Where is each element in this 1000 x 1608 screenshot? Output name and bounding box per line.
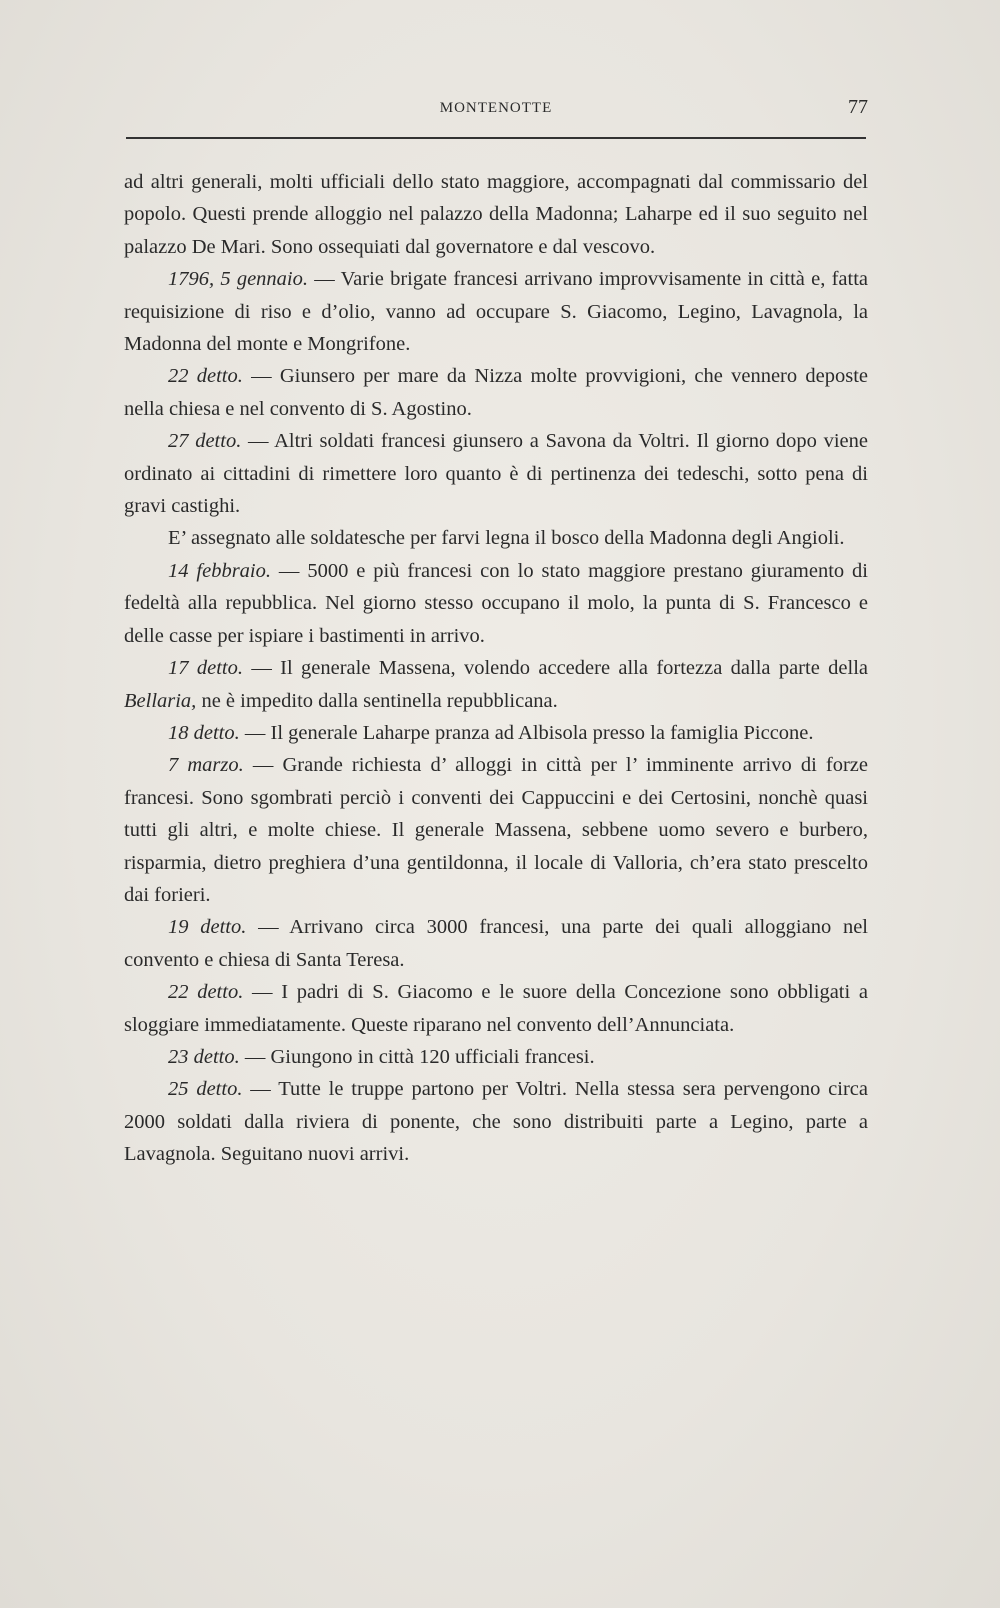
paragraph-text: ad altri generali, molti ufficiali dello stato maggiore, accompagnati dal commissario del popolo. Questi prende alloggio nel palazzo della Madonna; Laharpe ed il suo seguito nel palazzo De Mari. Sono ossequiati dal governatore e dal vescovo.	[124, 171, 868, 258]
entry-date: 17 detto.	[168, 657, 243, 680]
entry-text: — Tutte le truppe partono per Voltri. Nella stessa sera pervengono circa 2000 soldati dalla riviera di ponente, che sono distribuiti parte a Legino, parte a Lavagnola. Seguitano nuovi arrivi.	[124, 1078, 868, 1166]
page-number: 77	[848, 96, 868, 118]
entry-text: — Il generale Massena, volendo accedere alla fortezza dalla parte della	[242, 657, 868, 680]
entry-date: 22 detto.	[168, 981, 244, 1004]
header-rule	[126, 137, 866, 139]
chronicle-entry	[124, 749, 868, 911]
entry-date: 22 detto.	[168, 365, 243, 388]
paragraph	[124, 522, 868, 554]
chronicle-entry	[124, 652, 868, 717]
entry-text: — Arrivano circa 3000 francesi, una parte dei quali alloggiano nel convento e chiesa di Santa Teresa.	[124, 916, 868, 971]
entry-date: 19 detto.	[168, 916, 247, 939]
entry-date: 14 febbraio.	[168, 559, 272, 582]
entry-text: — Il generale Laharpe pranza ad Albisola presso la famiglia Piccone.	[239, 721, 814, 744]
entry-text: — Altri soldati francesi giunsero a Savona da Voltri. Il giorno dopo viene ordinato ai cittadini di rimettere loro quanto è di pertinenza dei tedeschi, sotto pena di gravi castighi.	[124, 430, 868, 518]
entry-italic-place: Bellaria,	[124, 689, 197, 712]
chronicle-entry	[124, 717, 868, 749]
chronicle-entry	[124, 911, 868, 976]
running-head: MONTENOTTE	[439, 100, 553, 116]
chronicle-text	[124, 166, 868, 1171]
chronicle-entry	[124, 360, 868, 425]
paragraph	[124, 166, 868, 263]
page-header	[124, 96, 868, 124]
entry-text: — 5000 e più francesi con lo stato maggiore prestano giuramento di fedeltà alla repubblica. Nel giorno stesso occupano il molo, la punta di S. Francesco e delle casse per ispiare i bastimenti in arrivo.	[124, 559, 869, 647]
entry-text: — Varie brigate francesi arrivano improvvisamente in città e, fatta requisizione di riso e d’olio, vanno ad occupare S. Giacomo, Legino, Lavagnola, la Madonna del monte e Mongrifone.	[124, 268, 868, 356]
chronicle-entry	[124, 1041, 868, 1073]
entry-date: 18 detto.	[168, 721, 240, 744]
entry-date: 1796, 5 gennaio.	[168, 268, 309, 291]
entry-text: — I padri di S. Giacomo e le suore della Concezione sono obbligati a sloggiare immediatamente. Queste riparano nel convento dell’Annunciata.	[124, 981, 869, 1036]
entry-date: 27 detto.	[168, 430, 242, 453]
entry-date: 7 marzo.	[168, 754, 244, 777]
entry-text: — Giungono in città 120 ufficiali francesi.	[239, 1045, 595, 1068]
chronicle-entry	[124, 976, 868, 1041]
entry-text: — Grande richiesta d’ alloggi in città per l’ imminente arrivo di forze francesi. Sono sgombrati perciò i conventi dei Cappuccini e dei Certosini, nonchè quasi tutti gli altri, e molte chiese. Il generale Massena, sebbene uomo severo e burbero, risparmia, dietro preghiera d’una gentildonna, il locale di Valloria, ch’era stato prescelto dai forieri.	[124, 754, 868, 906]
entry-date: 23 detto.	[168, 1045, 240, 1068]
entry-text-after: ne è impedito dalla sentinella repubblicana.	[196, 689, 558, 712]
chronicle-entry	[124, 425, 868, 522]
chronicle-entry	[124, 263, 868, 360]
entry-date: 25 detto.	[168, 1078, 243, 1101]
chronicle-entry	[124, 1073, 868, 1170]
entry-text: — Giunsero per mare da Nizza molte provvigioni, che vennero deposte nella chiesa e nel convento di S. Agostino.	[124, 365, 868, 420]
chronicle-entry	[124, 555, 868, 652]
paragraph-text: E’ assegnato alle soldatesche per farvi legna il bosco della Madonna degli Angioli.	[168, 527, 845, 550]
